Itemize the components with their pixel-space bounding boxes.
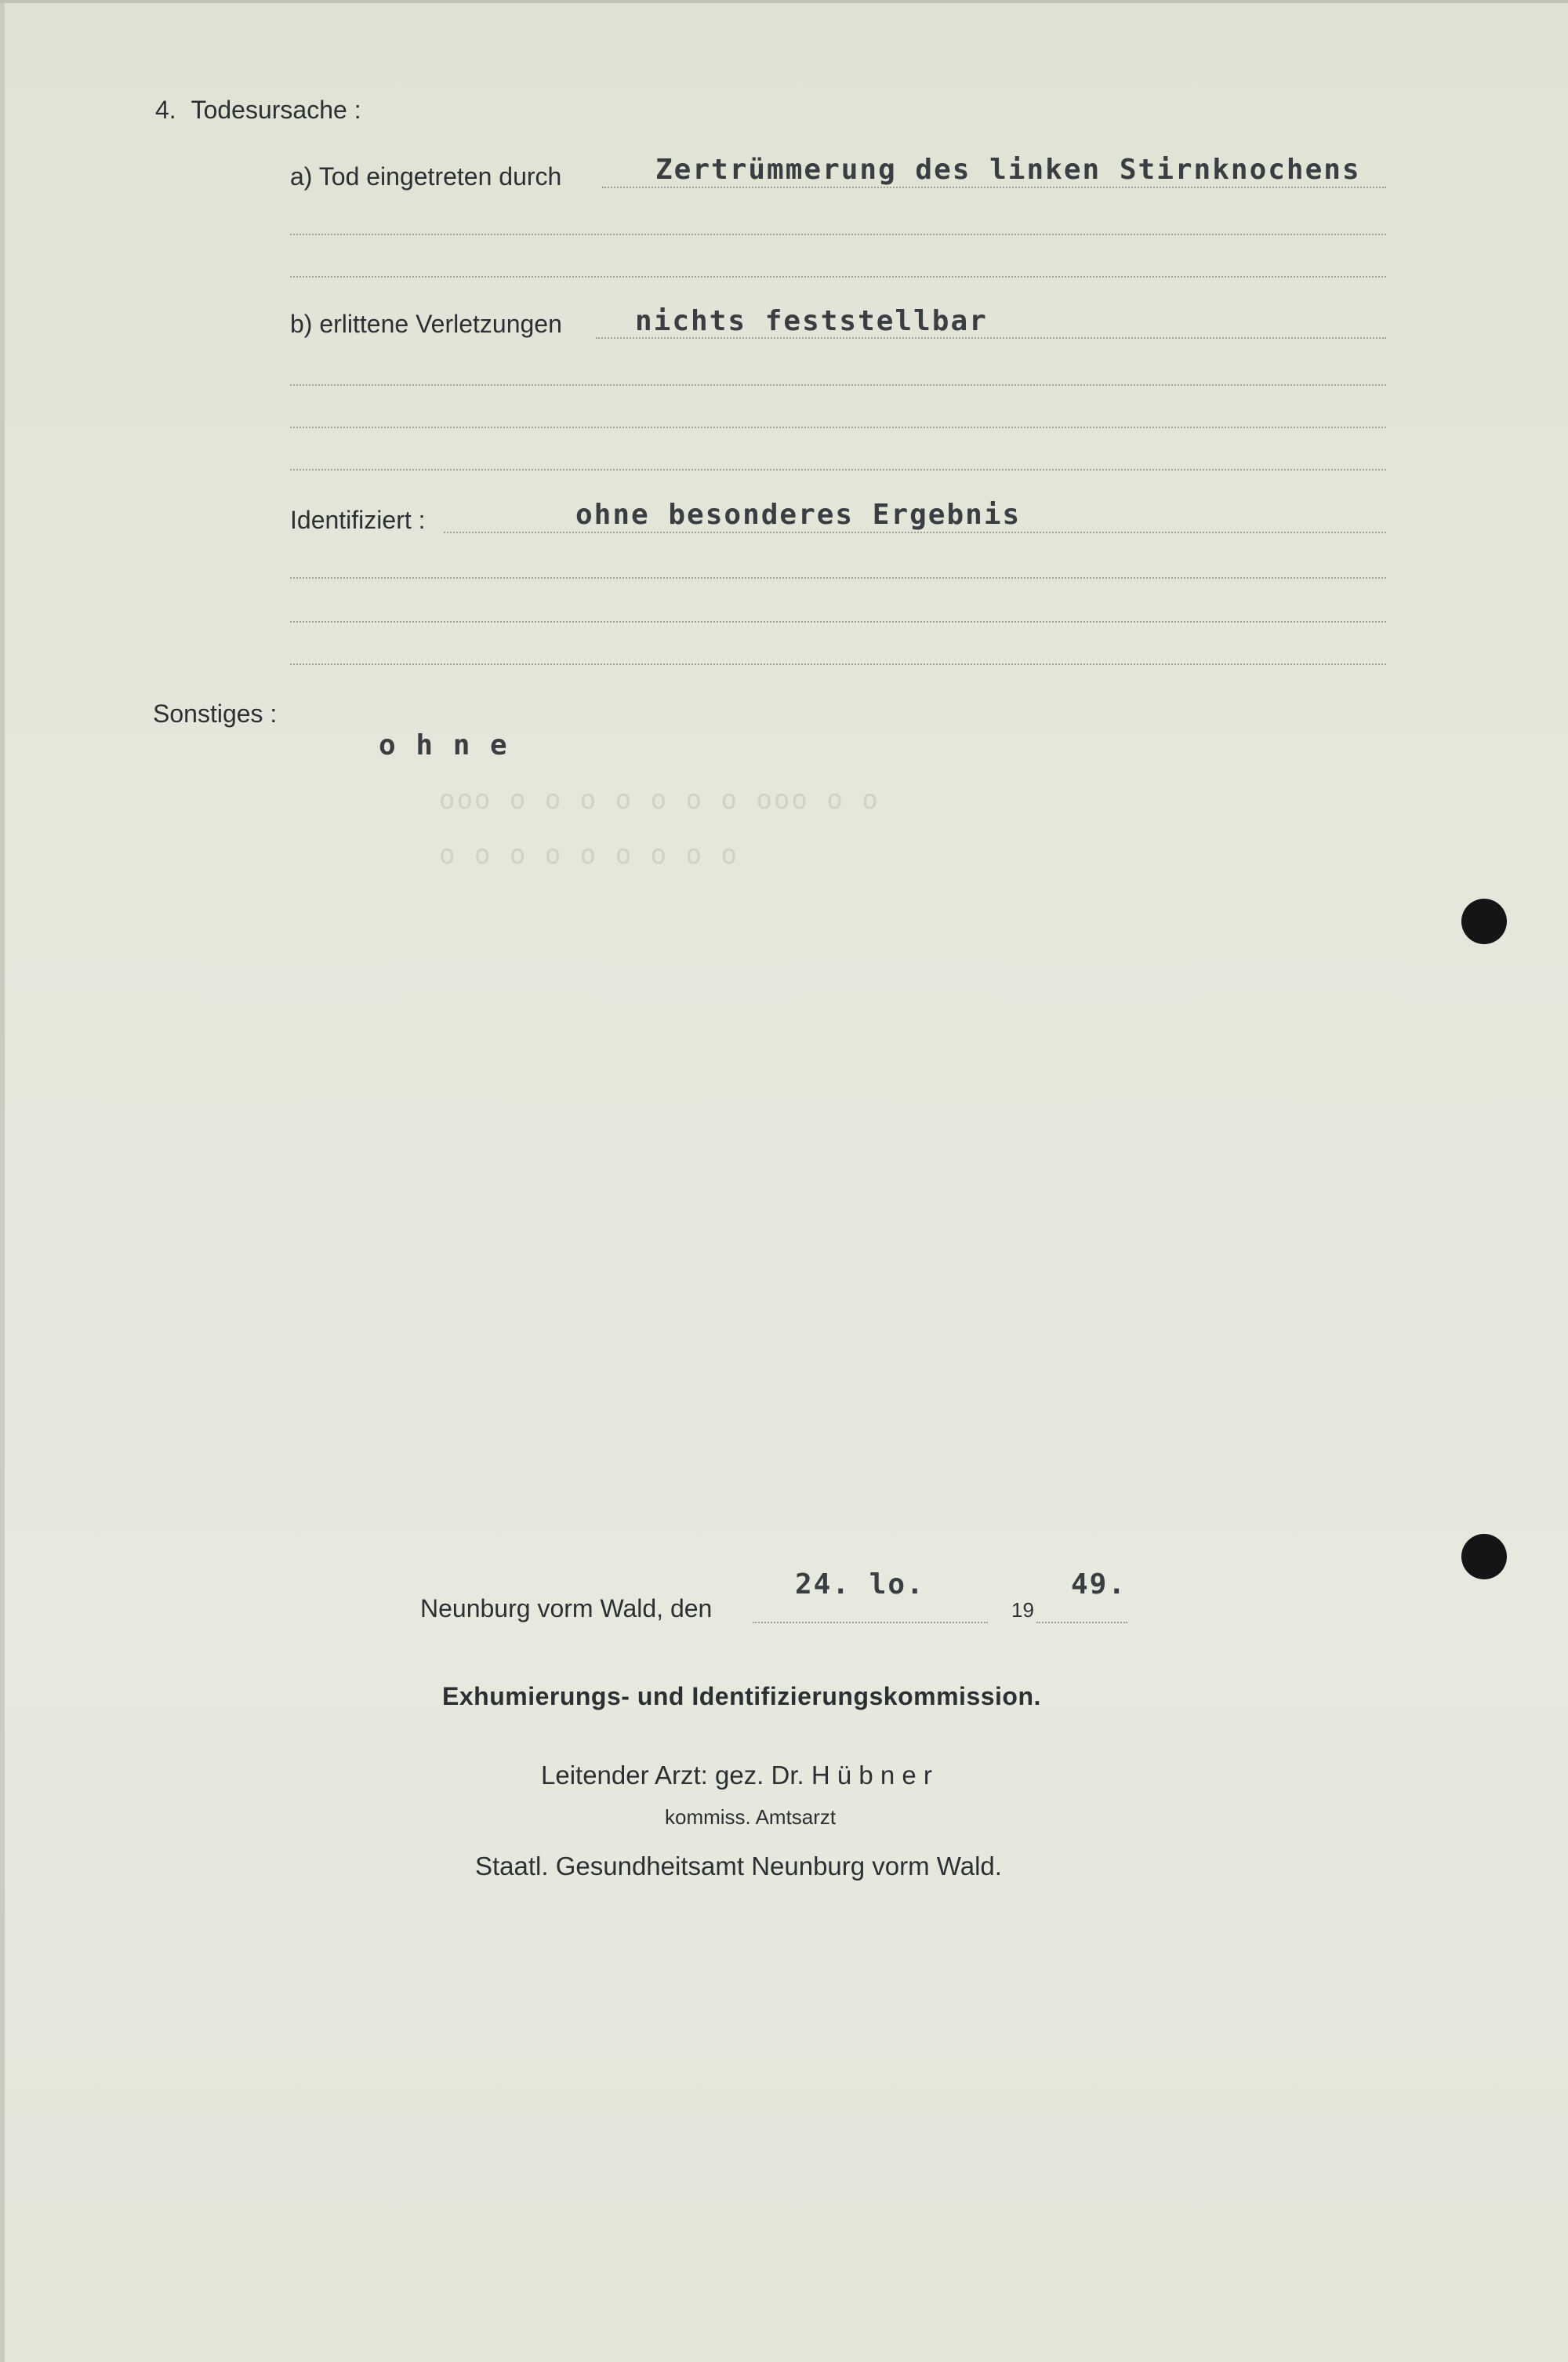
signature-line-2: kommiss. Amtsarzt (665, 1805, 837, 1829)
date-place-prefix: Neunburg vorm Wald, den (420, 1594, 713, 1623)
punch-hole-lower (1461, 1534, 1507, 1579)
page-top-edge (0, 0, 1568, 3)
injuries-dotted-line (596, 337, 1386, 339)
injuries-dotted-line-4 (290, 469, 1386, 471)
signature-line-1: Leitender Arzt: gez. Dr. H ü b n e r (541, 1761, 932, 1790)
section-title: Todesursache : (191, 96, 361, 124)
identified-label: Identifiziert : (290, 506, 426, 534)
date-year-dotted-line (1036, 1622, 1127, 1623)
misc-value: o h n e (379, 729, 509, 761)
injuries-dotted-line-2 (290, 384, 1386, 386)
bleed-through-marks: ooo o o o o o o o ooo o o (439, 784, 880, 816)
cause-dotted-line (602, 187, 1386, 188)
bleed-through-marks-2: o o o o o o o o o (439, 839, 739, 870)
identified-dotted-line-3 (290, 621, 1386, 623)
punch-hole-upper (1461, 899, 1507, 944)
date-century: 19 (1011, 1598, 1034, 1622)
injuries-dotted-line-3 (290, 427, 1386, 428)
cause-dotted-line-3 (290, 276, 1386, 278)
cause-value: Zertrümmerung des linken Stirnknochens (655, 154, 1361, 186)
signature-line-3: Staatl. Gesundheitsamt Neunburg vorm Wald. (475, 1851, 1002, 1881)
identified-dotted-line-2 (290, 577, 1386, 579)
date-dotted-line (753, 1622, 988, 1623)
injuries-value: nichts feststellbar (635, 305, 988, 337)
misc-label: Sonstiges : (153, 700, 278, 728)
injuries-label: b) erlittene Verletzungen (290, 310, 562, 338)
identified-dotted-line (444, 532, 1386, 533)
identified-dotted-line-4 (290, 663, 1386, 665)
cause-label: a) Tod eingetreten durch (290, 162, 562, 191)
cause-dotted-line-2 (290, 234, 1386, 235)
date-day-month: 24. lo. (795, 1568, 925, 1601)
identified-value: ohne besonderes Ergebnis (575, 499, 1022, 531)
commission-title: Exhumierungs- und Identifizierungskommission. (442, 1682, 1041, 1710)
section-heading (155, 96, 361, 125)
page-left-edge (0, 0, 5, 2362)
section-number: 4. (155, 96, 176, 124)
date-year: 49. (1071, 1568, 1127, 1601)
